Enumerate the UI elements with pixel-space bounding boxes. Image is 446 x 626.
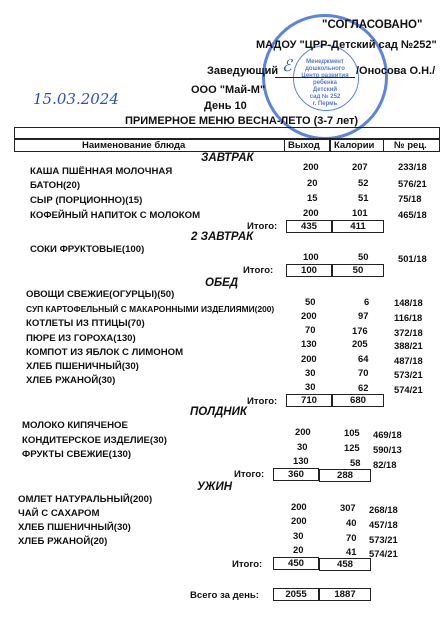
dish-output: 130 — [293, 455, 309, 466]
dish-name: КОНДИТЕРСКОЕ ИЗДЕЛИЕ(30) — [22, 435, 167, 446]
section-title-breakfast2: 2 ЗАВТРАК — [191, 231, 254, 243]
column-recipe-header: № рец. — [394, 140, 427, 151]
dish-recipe: 573/21 — [369, 534, 398, 545]
dish-name: ФРУКТЫ СВЕЖИЕ(130) — [22, 449, 132, 460]
dish-calories: 62 — [358, 382, 369, 393]
total-calories-cell — [319, 469, 371, 482]
dish-name: МОЛОКО КИПЯЧЕНОЕ — [22, 420, 128, 431]
dish-recipe: 457/18 — [369, 519, 398, 530]
dish-calories: 207 — [352, 161, 368, 172]
total-calories: 680 — [349, 395, 366, 406]
total-calories-cell — [332, 220, 384, 233]
dish-output: 70 — [305, 324, 316, 335]
dish-recipe: 573/21 — [394, 369, 423, 380]
day-total-label: Всего за день: — [190, 590, 259, 601]
dish-name: ХЛЕБ РЖАНОЙ(20) — [18, 536, 108, 547]
dish-recipe: 75/18 — [398, 193, 422, 204]
dish-name: СОКИ ФРУКТОВЫЕ(100) — [30, 244, 145, 255]
stamp-line: Менеджмент — [306, 59, 344, 65]
dish-calories: 307 — [340, 502, 356, 513]
dish-name: ХЛЕБ РЖАНОЙ(30) — [26, 375, 116, 386]
dish-calories: 51 — [358, 192, 369, 203]
dish-name: КОФЕЙНЫЙ НАПИТОК С МОЛОКОМ — [30, 210, 201, 221]
dish-output: 100 — [303, 251, 319, 262]
dish-output: 200 — [301, 310, 317, 321]
dish-output: 30 — [297, 441, 308, 452]
dish-calories: 6 — [364, 296, 370, 307]
dish-name: КОМПОТ ИЗ ЯБЛОК С ЛИМОНОМ — [26, 347, 184, 358]
dish-recipe: 576/21 — [398, 178, 427, 189]
dish-output: 200 — [303, 161, 319, 172]
approval-date: 15.03.2024 — [33, 90, 119, 108]
dish-recipe: 148/18 — [394, 297, 423, 308]
approval-org: МАДОУ "ЦРР-Детский сад №252" — [256, 39, 437, 51]
dish-output: 50 — [305, 296, 316, 307]
dish-name: ХЛЕБ ПШЕНИЧНЫЙ(30) — [26, 361, 139, 372]
menu-title: ПРИМЕРНОЕ МЕНЮ ВЕСНА-ЛЕТО (3-7 лет) — [125, 115, 359, 127]
column-output-header: Выход — [288, 140, 320, 151]
dish-calories: 176 — [352, 325, 368, 336]
itogo-label: Итого: — [243, 265, 274, 276]
company-name: ООО "Май-М" — [191, 84, 266, 96]
section-title-snack: ПОЛДНИК — [190, 406, 247, 418]
dish-name: ЧАЙ С САХАРОМ — [18, 508, 100, 519]
stamp-line: Детский — [312, 87, 338, 93]
stamp-line: Центр развития — [301, 73, 349, 79]
approval-head-label: Заведующий — [207, 65, 279, 77]
dish-calories: 125 — [344, 442, 360, 453]
total-output-cell — [286, 394, 332, 407]
total-output-cell — [286, 220, 332, 233]
itogo-label: Итого: — [232, 559, 263, 570]
itogo-label: Итого: — [247, 396, 278, 407]
dish-name: СЫР (ПОРЦИОННО)(15) — [30, 195, 143, 206]
total-output: 100 — [300, 265, 317, 276]
dish-recipe: 574/21 — [394, 384, 423, 395]
dish-calories: 97 — [358, 310, 369, 321]
dish-recipe: 372/18 — [394, 327, 423, 338]
dish-output: 200 — [291, 515, 307, 526]
dish-recipe: 574/21 — [369, 548, 398, 559]
dish-calories: 52 — [358, 177, 369, 188]
total-output: 710 — [300, 395, 317, 406]
column-name-header: Наименование блюда — [82, 140, 186, 151]
section-title-breakfast: ЗАВТРАК — [201, 152, 254, 164]
dish-output: 200 — [291, 501, 307, 512]
dish-name: ПЮРЕ ИЗ ГОРОХА(130) — [26, 333, 136, 344]
dish-calories: 40 — [346, 517, 357, 528]
day-total-calories-cell — [319, 588, 371, 601]
dish-recipe: 465/18 — [398, 209, 427, 220]
itogo-label: Итого: — [234, 469, 265, 480]
dish-output: 20 — [307, 177, 318, 188]
dish-output: 200 — [303, 207, 319, 218]
total-calories: 458 — [336, 559, 353, 570]
dish-output: 20 — [293, 544, 304, 555]
signature-line — [275, 77, 355, 78]
dish-calories: 105 — [344, 427, 360, 438]
dish-recipe: 268/18 — [369, 504, 398, 515]
dish-recipe: 501/18 — [398, 253, 427, 264]
dish-calories: 70 — [346, 532, 357, 543]
dish-recipe: 82/18 — [373, 459, 397, 470]
section-title-dinner: УЖИН — [197, 481, 233, 493]
itogo-label: Итого: — [247, 221, 278, 232]
dish-calories: 58 — [350, 457, 361, 468]
stamp-line: ребенка — [313, 80, 337, 86]
dish-name: ОМЛЕТ НАТУРАЛЬНЫЙ(200) — [18, 494, 153, 505]
dish-recipe: 388/21 — [394, 340, 423, 351]
dish-calories: 70 — [358, 367, 369, 378]
total-output: 435 — [300, 221, 317, 232]
dish-output: 30 — [293, 530, 304, 541]
dish-output: 130 — [301, 338, 317, 349]
dish-calories: 101 — [352, 207, 368, 218]
dish-recipe: 487/18 — [394, 355, 423, 366]
approval-title: "СОГЛАСОВАНО" — [322, 19, 423, 31]
total-calories-cell — [332, 394, 384, 407]
section-title-lunch: ОБЕД — [205, 277, 239, 289]
total-calories-cell — [332, 264, 384, 277]
dish-recipe: 469/18 — [373, 429, 402, 440]
dish-name: СУП КАРТОФЕЛЬНЫЙ С МАКАРОННЫМИ ИЗДЕЛИЯМИ(200) — [26, 304, 275, 314]
dish-output: 30 — [305, 367, 316, 378]
total-calories: 411 — [350, 221, 366, 232]
total-calories: 288 — [336, 470, 353, 481]
dish-calories: 205 — [352, 338, 368, 349]
total-output-cell — [286, 264, 332, 277]
total-output-cell — [273, 468, 319, 481]
dish-recipe: 590/13 — [373, 444, 402, 455]
total-calories-cell — [319, 558, 371, 571]
dish-output: 15 — [307, 192, 318, 203]
day-total-calories: 1887 — [334, 589, 356, 600]
column-calories-header: Калории — [334, 140, 375, 151]
day-total-output-cell — [273, 588, 319, 601]
stamp-line: г. Пермь — [312, 101, 338, 107]
dish-output: 200 — [301, 353, 317, 364]
total-output: 360 — [287, 469, 304, 480]
day-label: День 10 — [204, 100, 247, 112]
dish-name: ХЛЕБ ПШЕНИЧНЫЙ(30) — [18, 522, 131, 533]
approval-head-name: /Оносова О.Н./ — [356, 65, 436, 77]
day-total-output: 2055 — [285, 589, 307, 600]
total-output: 450 — [287, 558, 304, 569]
handwritten-signature: ℰ — [282, 56, 292, 75]
total-output-cell — [273, 557, 319, 570]
stamp-line: сад № 252 — [309, 94, 341, 100]
dish-name: КАША ПШЁННАЯ МОЛОЧНАЯ — [30, 166, 173, 177]
dish-name: КОТЛЕТЫ ИЗ ПТИЦЫ(70) — [26, 318, 145, 329]
stamp-line: дошкольного — [305, 66, 345, 72]
table-title-bar — [14, 127, 440, 139]
dish-name: БАТОН(20) — [30, 180, 81, 191]
dish-output: 30 — [305, 381, 316, 392]
dish-recipe: 233/18 — [398, 161, 427, 172]
dish-output: 200 — [295, 426, 311, 437]
dish-calories: 64 — [358, 353, 369, 364]
dish-calories: 41 — [346, 546, 357, 557]
dish-calories: 50 — [358, 251, 369, 262]
dish-recipe: 116/18 — [394, 312, 423, 323]
total-calories: 50 — [352, 265, 364, 276]
dish-name: ОВОЩИ СВЕЖИЕ(ОГУРЦЫ)(50) — [26, 289, 175, 300]
